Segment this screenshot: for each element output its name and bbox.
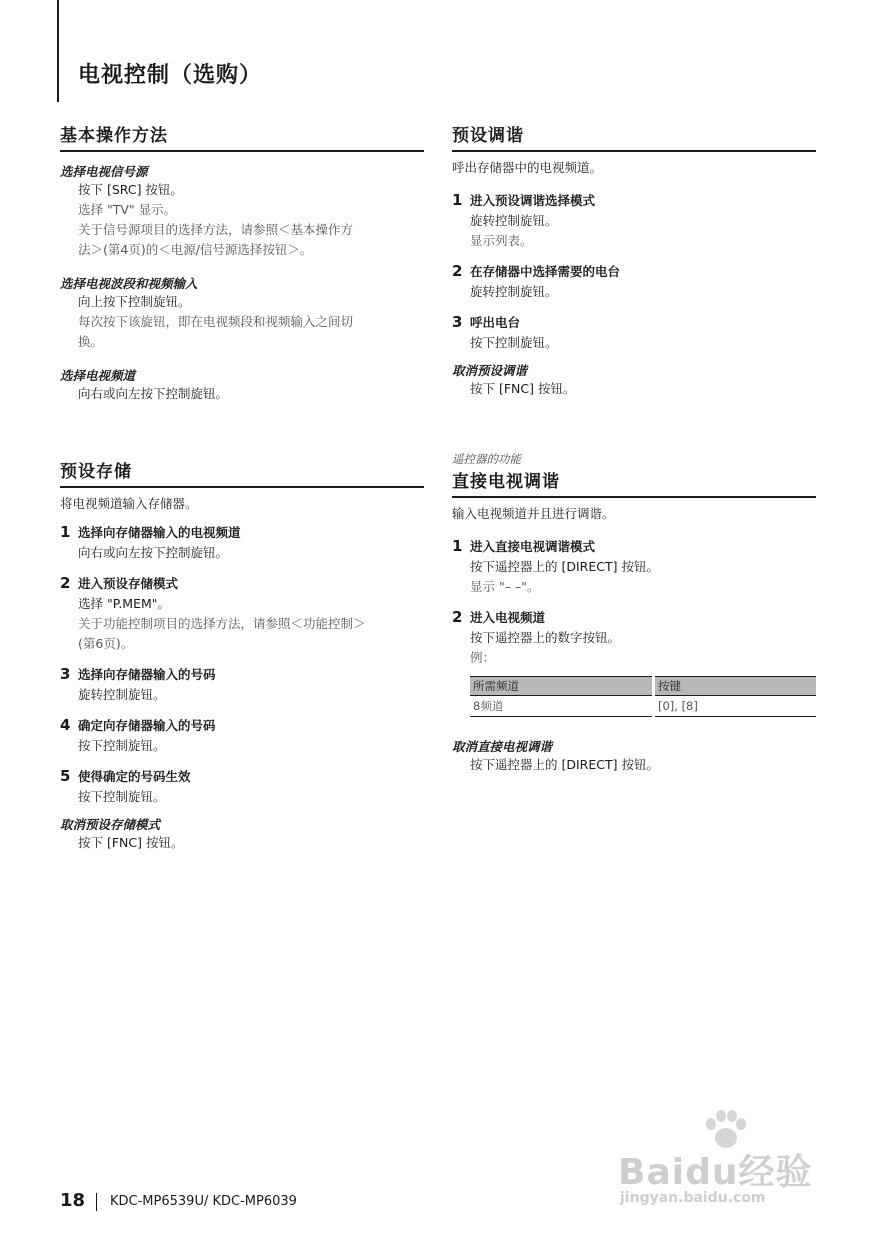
note: (第6页)。 — [78, 636, 134, 651]
instruction: 按下 [FNC] 按钮。 — [78, 835, 184, 850]
step — [452, 536, 816, 597]
intro-text: 将电视频道输入存储器。 — [60, 496, 198, 511]
step-heading: 确定向存储器输入的号码 — [78, 718, 216, 733]
instruction: 按下 [SRC] 按钮。 — [78, 182, 183, 197]
direct-tune-section — [452, 451, 816, 775]
step-number: 4 — [60, 716, 71, 734]
instruction: 选择 "P.MEM"。 — [78, 596, 171, 611]
intro-text: 呼出存储器中的电视频道。 — [452, 160, 603, 175]
instruction: 向上按下控制旋钮。 — [78, 294, 191, 309]
preset-tune-section — [452, 121, 816, 399]
note: 显示 "– –"。 — [470, 579, 540, 594]
step-number: 5 — [60, 767, 71, 785]
section-title: 直接电视调谐 — [452, 467, 816, 498]
step-number: 2 — [60, 574, 71, 592]
section-title: 预设存储 — [60, 457, 424, 488]
step-heading: 进入电视频道 — [470, 610, 546, 625]
step — [452, 312, 816, 353]
model-name: KDC-MP6539U/ KDC-MP6039 — [110, 1194, 297, 1209]
step-number: 2 — [452, 608, 463, 626]
page-title: 电视控制（选购） — [78, 63, 263, 88]
section-title: 基本操作方法 — [60, 121, 424, 152]
instruction: 旋转控制旋钮。 — [470, 213, 558, 228]
note: 关于功能控制项目的选择方法，请参照＜功能控制＞ — [78, 616, 366, 631]
note: 换。 — [78, 334, 104, 349]
step — [452, 261, 816, 302]
step — [60, 664, 424, 705]
channel-key-table — [470, 676, 816, 717]
instruction: 旋转控制旋钮。 — [78, 687, 166, 702]
margin-rule — [57, 0, 59, 102]
step-heading: 使得确定的号码生效 — [78, 769, 191, 784]
step-heading: 选择向存储器输入的号码 — [78, 667, 216, 682]
section-tag: 遥控器的功能 — [452, 452, 521, 466]
instruction: 向右或向左按下控制旋钮。 — [78, 545, 229, 560]
step — [60, 522, 424, 563]
instruction: 按下控制旋钮。 — [470, 335, 558, 350]
step — [452, 607, 816, 668]
instruction: 按下控制旋钮。 — [78, 738, 166, 753]
intro-text: 输入电视频道并且进行调谐。 — [452, 506, 615, 521]
subheading: 选择电视波段和视频输入 — [60, 276, 198, 291]
section-title: 预设调谐 — [452, 121, 816, 152]
table-cell: [0], [8] — [653, 696, 816, 717]
preset-store-section — [60, 457, 424, 853]
step-number: 1 — [452, 537, 463, 555]
instruction: 按下控制旋钮。 — [78, 789, 166, 804]
note: 选择 "TV" 显示。 — [78, 202, 177, 217]
step-heading: 在存储器中选择需要的电台 — [470, 264, 621, 279]
table-header: 所需频道 — [470, 677, 653, 696]
watermark-url: jingyan.baidu.com — [620, 1190, 766, 1206]
note: 每次按下该旋钮，即在电视频段和视频输入之间切 — [78, 314, 354, 329]
note: 法＞(第4页)的＜电源/信号源选择按钮＞。 — [78, 242, 313, 257]
table-cell: 8频道 — [470, 696, 653, 717]
step-number: 2 — [452, 262, 463, 280]
footer-divider — [96, 1193, 97, 1211]
instruction: 按下遥控器上的 [DIRECT] 按钮。 — [470, 757, 659, 772]
note: 显示列表。 — [470, 233, 533, 248]
subheading: 取消预设调谐 — [452, 363, 528, 378]
subheading: 取消预设存储模式 — [60, 817, 161, 832]
instruction: 向右或向左按下控制旋钮。 — [78, 386, 229, 401]
step-heading: 呼出电台 — [470, 315, 521, 330]
step — [452, 190, 816, 251]
step-number: 3 — [452, 313, 463, 331]
baidu-watermark — [614, 1110, 824, 1210]
subheading: 选择电视信号源 — [60, 164, 148, 179]
table-row — [470, 696, 816, 717]
basic-section — [60, 121, 424, 404]
step — [60, 715, 424, 756]
step-heading: 选择向存储器输入的电视频道 — [78, 525, 241, 540]
note: 关于信号源项目的选择方法，请参照＜基本操作方 — [78, 222, 354, 237]
instruction: 旋转控制旋钮。 — [470, 284, 558, 299]
instruction: 按下 [FNC] 按钮。 — [470, 381, 576, 396]
step — [60, 766, 424, 807]
step-number: 1 — [452, 191, 463, 209]
step-number: 3 — [60, 665, 71, 683]
step — [60, 573, 424, 654]
table-header: 按键 — [653, 677, 816, 696]
watermark-brand: Baidu经验 — [618, 1152, 813, 1193]
page-number: 18 — [60, 1190, 86, 1211]
step-heading: 进入预设存储模式 — [78, 576, 179, 591]
note: 例： — [470, 650, 496, 665]
step-number: 1 — [60, 523, 71, 541]
instruction: 按下遥控器上的数字按钮。 — [470, 630, 621, 645]
step-heading: 进入直接电视调谐模式 — [470, 539, 596, 554]
instruction: 按下遥控器上的 [DIRECT] 按钮。 — [470, 559, 659, 574]
step-heading: 进入预设调谐选择模式 — [470, 193, 596, 208]
subheading: 选择电视频道 — [60, 368, 136, 383]
subheading: 取消直接电视调谐 — [452, 739, 553, 754]
